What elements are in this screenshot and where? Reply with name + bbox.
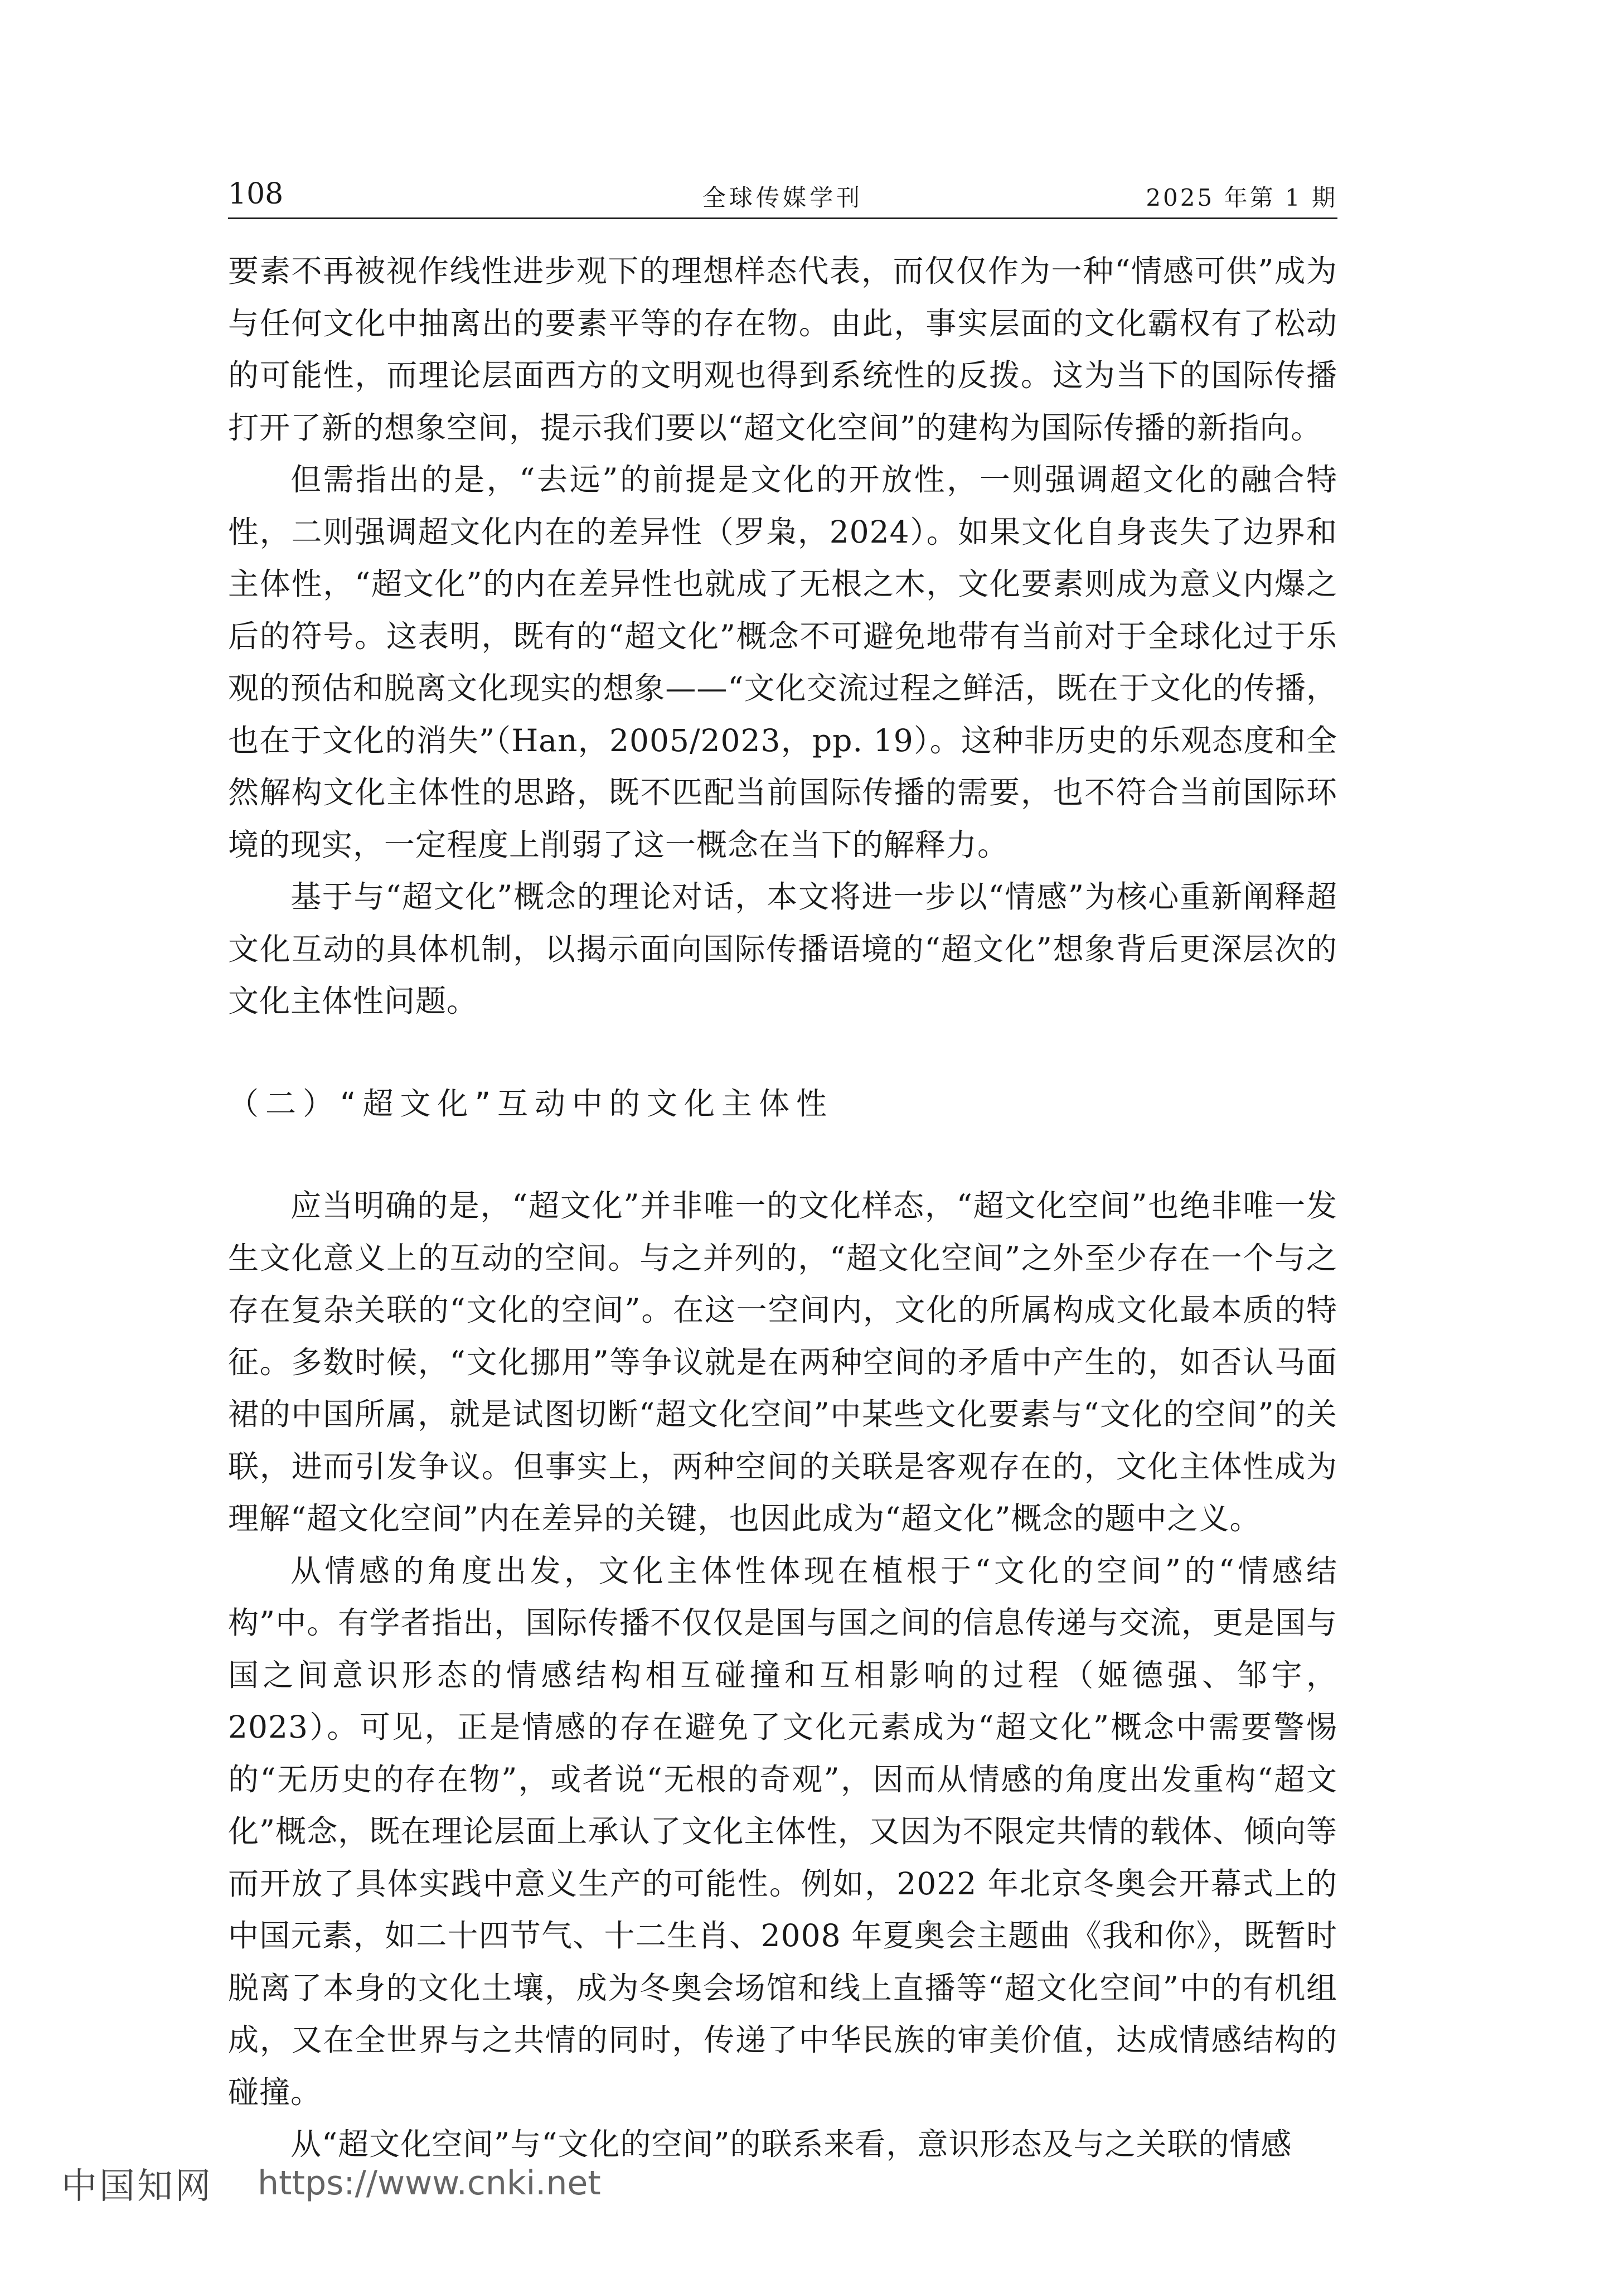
paragraph: 应当明确的是，“超文化”并非唯一的文化样态，“超文化空间”也绝非唯一发生文化意义上的互动的空间。与之并列的，“超文化空间”之外至少存在一个与之存在复杂关联的“文化的空间”。在这一空间内，文化的所属构成文化最本质的特征。多数时候，“文化挪用”等争议就是在两种空间的矛盾中产生的，如否认马面裙的中国所属，就是试图切断“超文化空间”中某些文化要素与“文化的空间”的关联，进而引发争议。但事实上，两种空间的关联是客观存在的，文化主体性成为理解“超文化空间”内在差异的关键，也因此成为“超文化”概念的题中之义。: [228, 1188, 1337, 1536]
page-header: [228, 173, 1337, 219]
paragraph: 要素不再被视作线性进步观下的理想样态代表，而仅仅作为一种“情感可供”成为与任何文化中抽离出的要素平等的存在物。由此，事实层面的文化霸权有了松动的可能性，而理论层面西方的文明观也得到系统性的反拨。这为当下的国际传播打开了新的想象空间，提示我们要以“超文化空间”的建构为国际传播的新指向。: [228, 253, 1337, 446]
journal-title: 全球传媒学刊: [702, 184, 863, 211]
cnki-watermark: [61, 2158, 601, 2208]
paragraph: 基于与“超文化”概念的理论对话，本文将进一步以“情感”为核心重新阐释超文化互动的具体机制，以揭示面向国际传播语境的“超文化”想象背后更深层次的文化主体性问题。: [228, 879, 1337, 1019]
cnki-logo: 中国知网: [61, 2166, 213, 2207]
cnki-url: https://www.cnki.net: [258, 2164, 601, 2203]
issue-label: 2025 年第 1 期: [1146, 184, 1337, 211]
paragraph: 从情感的角度出发，文化主体性体现在植根于“文化的空间”的“情感结构”中。有学者指出，国际传播不仅仅是国与国之间的信息传递与交流，更是国与国之间意识形态的情感结构相互碰撞和互相影响的过程（姬德强、邹宇，2023）。可见，正是情感的存在避免了文化元素成为“超文化”概念中需要警惕的“无历史的存在物”，或者说“无根的奇观”，因而从情感的角度出发重构“超文化”概念，既在理论层面上承认了文化主体性，又因为不限定共情的载体、倾向等而开放了具体实践中意义生产的可能性。例如，2022 年北京冬奥会开幕式上的中国元素，如二十四节气、十二生肖、2008 年夏奥会主题曲《我和你》，既暂时脱离了本身的文化土壤，成为冬奥会场馆和线上直播等“超文化空间”中的有机组成，又在全世界与之共情的同时，传递了中华民族的审美价值，达成情感结构的碰撞。: [228, 1552, 1337, 2110]
section-heading: （二）“超文化”互动中的文化主体性: [228, 1085, 833, 1121]
paragraph: 但需指出的是，“去远”的前提是文化的开放性，一则强调超文化的融合特性，二则强调超文化内在的差异性（罗枭，2024）。如果文化自身丧失了边界和主体性，“超文化”的内在差异性也就成了无根之木，文化要素则成为意义内爆之后的符号。这表明，既有的“超文化”概念不可避免地带有当前对于全球化过于乐观的预估和脱离文化现实的想象——“文化交流过程之鲜活，既在于文化的传播，也在于文化的消失”（Han，2005/2023，pp. 19）。这种非历史的乐观态度和全然解构文化主体性的思路，既不匹配当前国际传播的需要，也不符合当前国际环境的现实，一定程度上削弱了这一概念在当下的解释力。: [228, 462, 1337, 863]
paragraph: 从“超文化空间”与“文化的空间”的联系来看，意识形态及与之关联的情感: [290, 2126, 1292, 2162]
page-number: 108: [228, 177, 284, 211]
article-body: [228, 245, 1337, 2171]
